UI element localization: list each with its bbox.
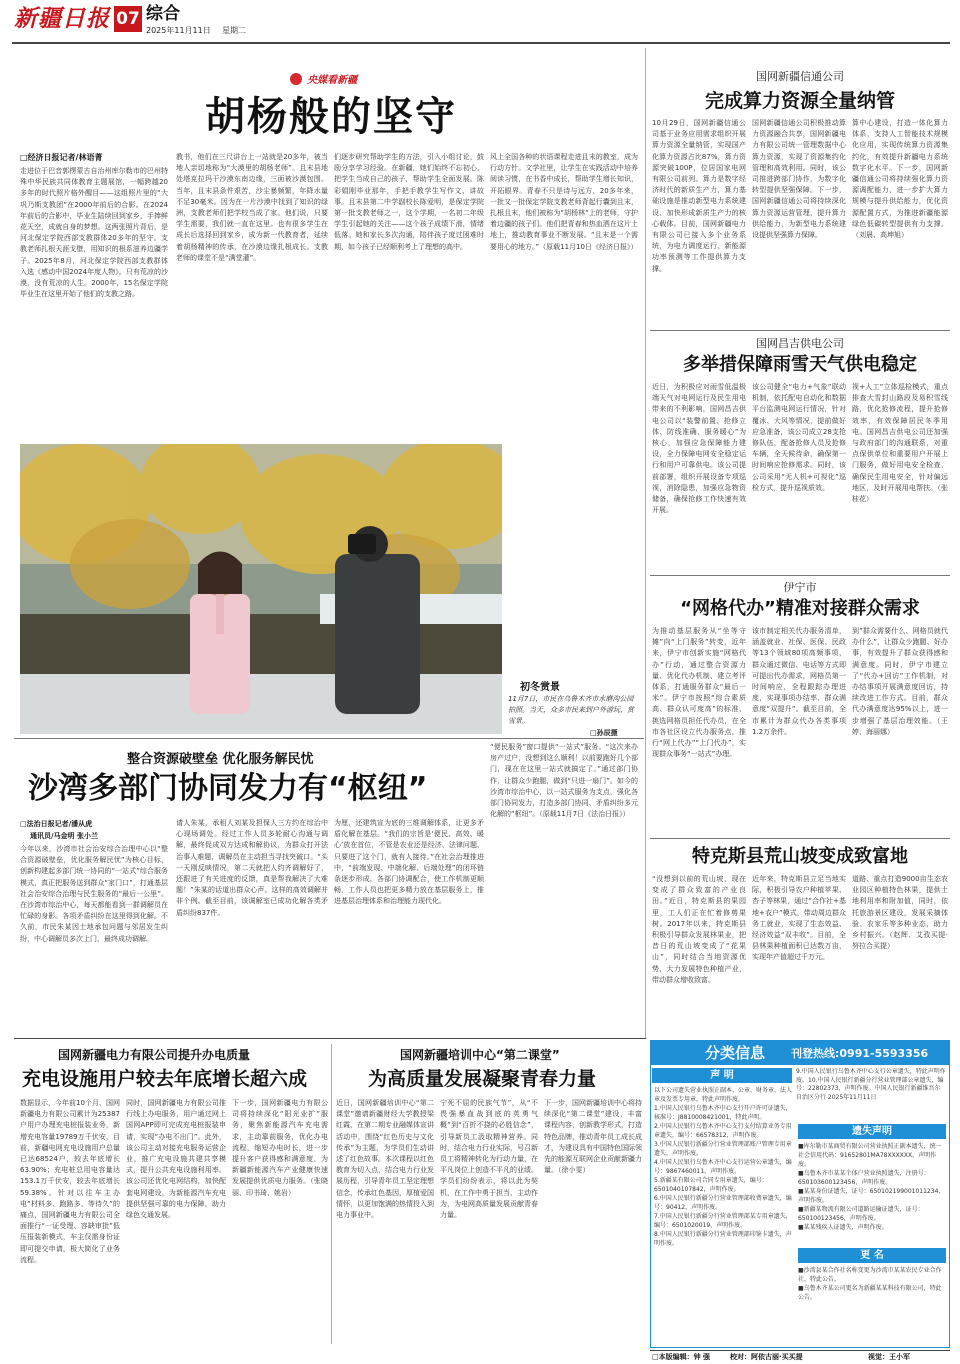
rename-item: ■沙湾县某合作社名称变更为沙湾市某某农民专业合作社，特此公告。: [798, 1267, 942, 1283]
tekes-col-3: 道路、重点打造9000亩生态农业园区种植特色林果，提供土地利用率和附加值，同时，依托旅游景区建设，发展采摘体验、农家乐等多种业态，助力乡村振兴。（赵辉、艾孜买提·努拉合买提）: [852, 875, 948, 951]
changji-col-2: 该公司健全“电力+气象”联动机制，依托配电自动化和数据平台监测电网运行情况，针对覆冰、大风等情况，提前做好应急准备，该公司成立28支抢修队伍，配备抢修人员及抢修车辆，全天候待命，确保第一时间响应抢修需求。同时，该公司采用“无人机+可视化”巡检方式，提升巡视质效。: [752, 383, 846, 492]
section-name: 综合: [146, 4, 180, 24]
charging-title: 充电设施用户较去年底增长超六成: [22, 1068, 308, 1090]
tekes-title: 特克斯县荒山坡变成致富地: [692, 846, 908, 867]
photo-caption-title: 初冬赏景: [520, 682, 560, 693]
shawan-kicker: 整合资源破壁垒 优化服务解民忧: [127, 752, 314, 767]
yining-col-2: 该市制定相关代办服务清单，涵盖就业、社保、医保、民政等13个领域80项高频事项，群众通过微信、电话等方式即可提出代办需求，网格员第一时间响应，全程跟踪办理进度，实现事项办结率、群众满意度“双提升”。截至目前，全市累计为群众代办各类事项1.2万余件。: [752, 627, 846, 736]
lost-item: ■某某残疾人证遗失，声明作废。: [798, 1224, 888, 1231]
feature-badge: [290, 68, 357, 86]
yining-col-1: 为推动基层服务从“坐等守摊”向“上门服务”转变，近年来，伊宁市创新实施“网格代办”行动，通过整合资源力量、优化代办机制、建立考评体系，打通服务群众“最后一米”。伊宁市按照“综合素质高、群众认可度高”的标准，挑选网格员担任代办员，在全市各社区设立代办服务点，推行“网上代办”“上门代办”，实现群众事务“一站式”办理。: [652, 627, 746, 759]
shawan-col-2: 请人朱某，承租人刘某及担保人三方约在综治中心现场调处。经过工作人员多轮耐心沟通与调解，最终促成双方达成和解协议，为群众打开法治事人难题，调解员在主动担当寻找突破口。“头一天刚反映情况，第二天就把人约齐调解好了，还跟进了有关进度的反馈，真是帮我解决了大难题！”朱某的话道出群众心声。这样的高效调解并非个例。截至目前，该调解室已成功化解各类矛盾纠纷837件。: [176, 819, 328, 917]
shawan-col-1: 今年以来，沙湾市社会治安综合治理中心以“整合资源破壁垒，优化服务解民忧”为核心目标，创新构建起多部门统一协同的“一站式”综合服务模式，真正把服务送到群众“家门口”，打通基层社会治安综合治理与民生服务的“最后一公里”。在沙湾市综治中心，每天都能看到一群调解员在忙碌的身影。各项矛盾纠纷在这里得到化解。不久前，市民朱某因土地承包问题与邻居发生纠纷，中心调解员多次上门，最终成功调解。: [20, 845, 168, 943]
yining-col-3: 到”群众需要什么、网格员就代办什么”，让群众少跑腿、好办事，有效提升了群众获得感和满意度。同时，伊宁市建立了“代办+回访”工作机制，对办结事项开展满意度回访，持续改进工作方式。目前，群众代办满意度达95%以上，进一步增强了基层治理效能。（王婷、海丽娜）: [852, 627, 948, 736]
lost-item: ■新疆某物流有限公司道路运输证遗失，证号：650100123456，声明作废。: [798, 1206, 924, 1222]
page-number-badge: 07: [114, 6, 142, 32]
tekes-col-1: “没想到以前的荒山坡，现在变成了群众致富的产业良田。”近日，特克斯县的果园里，工人们正在忙着修剪果树。2017年以来，特克斯县积极引导群众发展林果业，把昔日的荒山坡变成了“花果山”，同时结合当地资源优势，大力发展特色种植产业，带动群众增收致富。: [652, 875, 746, 984]
statement-item: 4.中国人民银行乌鲁木齐中心支行运营公章遗失，编号：9867460011，声明作废。: [654, 1159, 792, 1175]
charging-col-1: 数据显示，今年前10个月，国网新疆电力有限公司累计为25387户用户办理充电桩报装业务，新增充电容量19789万千伏安，目前，新疆电网充电设施用户总量已达68524户，较去年底增长63.90%；充电桩总用电容量达153.1万千伏安，较去年底增长59.38%。针对以往车主办电“材料多、跑路多、等待久”的痛点，国网新疆电力有限公司全面推行“一证受理、容缺审批”低压报装新模式，车主仅需身份证即可提交申请，极大简化了业务流程。: [20, 1099, 120, 1264]
charging-col-3: 下一步，国网新疆电力有限公司将持续深化“阳光业扩”服务，聚焦新能源汽车充电需求，主动靠前服务，优化办电流程，缩短办电时长，进一步提升客户获得感和满意度，为新疆新能源汽车产业健康快速发展提供优质电力服务。（张晓丽、印书琦、姚岩）: [232, 1099, 328, 1197]
classified-header-title: 分类信息: [705, 1044, 766, 1062]
shawan-col-3: 为厘，还建筑宣为底的三维调解体系，让更多矛盾化解在基层。“我们的宗旨是‘便民、高效、暖心’放在首位，不管是农业还是经济、法律问题，只要进了这个门，就有人接待。”在社会治理推进中，“前端发现、中端化解、后端处理”的闭环链条逐步形成，各部门协调配合，使工作机制更顺畅，工作人员也把更多精力放在基层服务上，推进基层治理体系和治理能力现代化。: [334, 819, 484, 906]
statement-notice-right: 9.中国人民银行乌鲁木齐中心支行公章遗失，特此声明作废。10.中国人民银行新疆分行营业管理部公章遗失，编号：22802373，声明作废。中国人民银行新疆维吾尔自治区分行 2025年11月11日: [796, 1068, 946, 1101]
shawan-title: 沙湾多部门协同发力有“枢纽”: [28, 771, 428, 806]
changji-col-3: 视+人工”立体巡检模式，重点排查大雪封山路段及易积雪线路，优化抢修流程，提升抢修效率，有效保障居民冬季用电。国网昌吉供电公司还加强与政府部门的沟通联系，对重点保供单位和重要用户开展上门服务，做好用电安全检查，确保民生用电安全，针对偏远地区，及时开展用电帮扶。（张桂花）: [852, 383, 948, 504]
masthead: [0, 0, 960, 40]
footer-proof: 校对：阿依古丽·买买提: [730, 1353, 803, 1361]
divider-shawan: [14, 738, 644, 739]
shawan-byline-2: 通讯员/马金明 张小兰: [30, 832, 98, 840]
lost-item: ■乌鲁木齐市某某个体户营业执照遗失，注册号：650103600123456，声明作废。: [798, 1170, 930, 1186]
shawan-col-4: “便民服务”窗口提供“一站式”服务。“这次来办房产过户，没想到这么顺利！以前要跑好几个部门，现在在这里一站式就搞定了。”通过部门协作，让群众少跑腿，做到“只进一扇门”。如今的沙湾市综治中心，以一站式服务为支点，强化各部门协同发力，打造多部门协同、矛盾纠纷多元化解的“枢纽”。（原载11月7日《法治日报》）: [490, 743, 638, 819]
classified-header: [651, 1041, 949, 1065]
issue-date: 2025年11月11日: [146, 26, 211, 35]
divider-changji: [650, 330, 950, 331]
lost-header: 遗失声明: [798, 1124, 946, 1139]
lost-item: ■某某身份证遗失，证号：650102199001011234，声明作废。: [798, 1188, 945, 1204]
yining-title: “网格代办”精准对接群众需求: [680, 598, 920, 619]
telecom-title: 完成算力资源全量纳管: [704, 90, 895, 112]
training-title: 为高质量发展凝聚青春力量: [368, 1068, 597, 1090]
divider-bottom: [14, 1038, 646, 1039]
divider-tekes: [650, 838, 950, 839]
column-divider: [645, 48, 646, 1038]
changji-title: 多举措保障雨雪天气供电稳定: [683, 354, 917, 375]
statement-item: 2.中国人民银行乌鲁木齐中心支行支付结算业务专用章遗失，编号：66578312，声明作废。: [654, 1123, 792, 1139]
statement-item: 8.中国人民银行新疆分行营业管理部印鉴卡遗失，声明作废。: [654, 1231, 792, 1247]
statement-item: 以下公司遗失营业执照正副本、公章、财务章、法人章及发票专用章，特此声明作废。: [654, 1087, 792, 1103]
statement-item: 5.新疆某有限公司合同专用章遗失，编号：6501040107842，声明作废。: [654, 1177, 768, 1193]
photo-caption: 11月7日，市民在乌鲁木齐市水磨沟公园拍照。当天，众多市民来到户外游玩、赏雪景。: [508, 695, 634, 725]
lost-list: [798, 1142, 946, 1242]
telecom-col-2: 国网新疆信通公司积极推动算力资源融合共享，国网新疆电力有限公司统一管理数据中心算力资源，实现了资源集约化管理和高效利用。同时，该公司推进跨部门协作，为数字化转型提供坚强保障。下一步，国网新疆信通公司将持续深化算力资源运营管理，提升算力供给能力，为新型电力系统建设提供坚强算力保障。: [752, 119, 846, 240]
feature-col-2: 教书，他们在三尺讲台上一站就是20多年，被当地人亲切地称为“大漠里的胡杨老师”。且末县地处塔克拉玛干沙漠东南边缘，三面被沙漠包围。当年，且末县条件艰苦，沙尘暴频繁，年降水量不足30毫米。因为在一片沙漠中找到了知识的绿洲，支教老师们把学校当成了家。他们说，只要学生需要，我们就一直在这里。也有很多学生在成长后选择回到家乡，成为新一代教育者，延续着胡杨精神的传承，在沙漠边缘扎根成长。支教老师的课堂不是“满堂灌”。: [176, 153, 328, 262]
feature-byline: □经济日报记者/林语菁: [20, 153, 103, 162]
training-col-1: 近日，国网新疆培训中心“第二课堂”邀请新疆财经大学教授梁红霞，在第二期专业融媒体宣讲活动中，围绕“红色历史与文化传承”为主题，为学员们生动讲述了红色故事。本次课程以红色教育为切入点，结合电力行业发展历程，引导青年员工坚定理想信念，传承红色基因，厚植爱国情怀，以更加饱满的热情投入到电力事业中。: [336, 1099, 434, 1220]
feature-title: 胡杨般的坚守: [205, 94, 457, 140]
feature-col-1: 走进位于巴音郭楞蒙古自治州库尔勒市的巴州特殊中华民族共同体教育主题展馆，一幅跨越20多年的时代照片格外醒目——这组照片里的“大巩乃斯支教团”在2000年前后的合影。在2024年前后的合影中，毕业生陆续回到家乡，手捧鲜花天空，成就自身的梦想。这两张照片背后，是河北保定学院西部支教群体20多年的坚守。支教老师扎根天涯戈壁，用知识的根系滋养边疆学子。2025年8月，河北保定学院西部支教群体入选《感动中国2024年度人物》。只有荒凉的沙漠，没有荒凉的人生。2000年，15名保定学院毕业生在这里开始了他们的支教之路。: [20, 167, 168, 299]
footer-design: 视觉：王小军: [868, 1353, 910, 1361]
masthead-logo: 新疆日报: [14, 5, 110, 32]
classified-phone: 刊登热线:0991-5593356: [791, 1047, 929, 1060]
park-scene-illustration: [20, 444, 502, 734]
changji-col-1: 近日，为积极应对雨雪低温极端天气对电网运行及民生用电带来的不利影响，国网昌吉供电公司以“装警前置、抢修立体、防线准确、服务暖心”为核心，加强应急保障能力建设，全力保障电网安全稳定运行和用户可靠供电。该公司提前部署，组织开展设备专项巡视，消除隐患，加强应急物资储备，确保抢修工作快速有效开展。: [652, 383, 746, 515]
masthead-rule: [12, 42, 950, 44]
charging-col-2: 同时，国网新疆电力有限公司推行线上办电服务，用户通过网上国网APP即可完成充电桩报装申请，实现“办电不出门”。此外，该公司主动对接充电服务运营企业，推广充电设施共建共享模式，提升公共充电设施利用率。该公司还优化电网结构，加快配套电网建设，为新能源汽车充电提供坚强可靠的电力保障，助力绿色交通发展。: [126, 1099, 226, 1220]
footer-editor: □本版编辑：钟 强: [652, 1353, 711, 1361]
statement-item: 6.中国人民银行新疆分行营业管理部收费章遗失，编号：90412，声明作废。: [654, 1195, 792, 1211]
feature-photo: [20, 444, 502, 734]
statement-list: [654, 1086, 792, 1306]
badge-label: 央媒看新疆: [307, 75, 358, 86]
yining-org: 伊宁市: [783, 581, 817, 594]
divider-yining: [650, 575, 950, 576]
statement-item: 3.中国人民银行新疆分行营业管理部账户管理专用章遗失，声明作废。: [654, 1141, 792, 1157]
telecom-col-1: 10月29日，国网新疆信通公司基于业务应用需求组织开展算力资源全量纳管，实现国产化算力资源占比87%，算力资源突破100P，位居国家电网有限公司前列。算力是数字经济时代的新质生产力，算力基础设施是推动新型电力系统建设、加快形成新质生产力的核心载体。目前，国网新疆电力有限公司已接入多个业务系统，为电力调度运行、新能源功率预测等工作提供算力支撑。: [652, 119, 746, 273]
issue-weekday: 星期二: [222, 26, 246, 35]
training-kicker: 国网新疆培训中心“第二课堂”: [400, 1048, 560, 1062]
statement-item: 1.中国人民银行乌鲁木齐中心支行开户许可证遗失，核准号：J8810008421001，特此声明。: [654, 1105, 792, 1121]
changji-org: 国网昌吉供电公司: [756, 337, 844, 350]
shawan-byline-1: □法治日报记者/潘从虎: [20, 820, 93, 828]
rename-list: [798, 1266, 946, 1342]
lost-item: ■库尔勒市某商贸有限公司营业执照正副本遗失，统一社会信用代码：91652801MA78XXXXXX，声明作废。: [798, 1143, 942, 1168]
training-col-2: 宁死不屈的民族气节”，从“不畏强暴血战到底的英勇气概”到“百折不挠的必胜信念”，引导新员工汲取精神营养。同时，结合电力行业实际，号召新员工将精神转化为行动力量，在平凡岗位上创造不平凡的业绩。学员们纷纷表示，将以此为契机，在工作中勇于担当、主动作为，为电网高质量发展贡献青春力量。: [440, 1099, 538, 1220]
training-col-3: 下一步，国网新疆培训中心将持续深化“第二课堂”建设，丰富课程内容，创新教学形式，打造特色品牌，推动青年员工成长成才，为建设具有中国特色国际领先的能源互联网企业贡献新疆力量。（徐小雯）: [544, 1099, 642, 1175]
footer-rule: [650, 1350, 950, 1351]
charging-kicker: 国网新疆电力有限公司提升办电质量: [58, 1048, 251, 1062]
rename-item: ■乌鲁木齐某公司更名为新疆某某科技有限公司，特此公告。: [798, 1285, 942, 1301]
feature-col-3: 们逐步研究帮助学生的方法，引入小组讨论，鼓励分享学习经验。在新疆，她们始终不忘初心，把学生当成自己的孩子，帮助学生全面发展。陈彩娟刚毕业那年，手把手教学生写作文、讲故事。且末县第二中学副校长陈爱明，是保定学院第一批支教老师之一，这个学期，一名初二年级学生引起她的关注——这个孩子成绩下滑，情绪低落。她和家长多次沟通，陪伴孩子度过困难时期，如今孩子已经顺利考上了理想的高中。: [334, 153, 484, 251]
telecom-org: 国网新疆信通公司: [756, 70, 844, 83]
statement-header: 声 明: [652, 1068, 792, 1083]
bottom-divider: [331, 1044, 332, 1344]
tekes-col-2: 近年来，特克斯县立足当地实际，积极引导农户种植苹果、杏子等林果，通过“合作社+基地+农户”模式，带动周边群众务工就业，实现了生态效益、经济效益“双丰收”。目前，全县林果种植面积已达数万亩，实现年产值超过千万元。: [752, 875, 846, 962]
badge-dot-icon: [290, 73, 302, 85]
rename-header: 更 名: [798, 1248, 946, 1263]
statement-item: 7.中国人民银行新疆分行营业管理部某专用章遗失，编号：6501020019，声明作废。: [654, 1213, 792, 1229]
feature-col-4: 风上全国各种的状语课程走进且末的教室，成为行动方针。文学社里，让学生在实践活动中培养阅读习惯，在书香中成长，帮助学生增长知识，开拓眼界。青春不只是诗与远方，20多年来，一批又一批保定学院支教老师背起行囊到且末，扎根且末，他们被称为“胡杨林”上的老师，守护着边疆的孩子们。他们把青春和热血洒在这片土地上，推动教育事业不断发展。“且末是一个需要用心的地方。”（原载11月10日《经济日报》）: [490, 153, 638, 251]
telecom-col-3: 算中心建设，打造一体化算力体系，支持人工智能技术规模化应用，实现传统算力资源集约化，有效提升新疆电力系统数字化水平。下一步，国网新疆信通公司将持续强化算力资源调配能力，进一步扩大算力规模与提升供给能力，优化资源配置方式，为推进新疆能源绿色低碳转型提供有力支撑。（刘晨、高坤旭）: [852, 119, 948, 240]
photo-credit: □孙辰摄: [590, 729, 618, 737]
